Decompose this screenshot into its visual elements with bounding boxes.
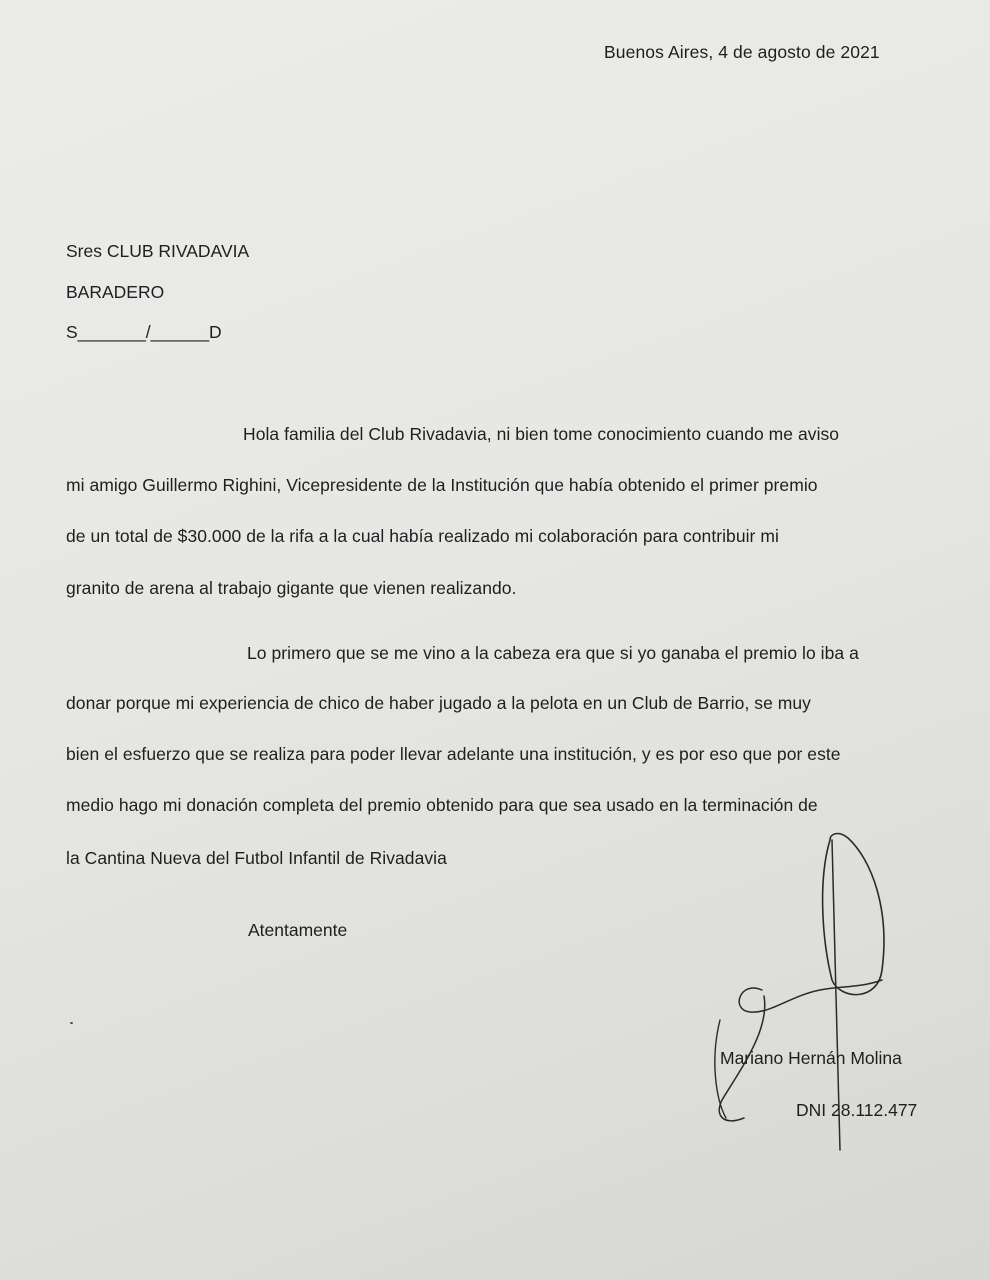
paragraph-1-line: Hola familia del Club Rivadavia, ni bien tome conocimiento cuando me aviso — [243, 424, 840, 444]
closing: Atentamente — [248, 920, 348, 940]
paragraph-1-line: mi amigo Guillermo Righini, Vicepresidente de la Institución que había obtenido el primer premio — [66, 475, 818, 495]
paragraph-2-line: Lo primero que se me vino a la cabeza era que si yo ganaba el premio lo iba a — [247, 643, 859, 663]
paragraph-1-line: de un total de $30.000 de la rifa a la cual había realizado mi colaboración para contribuir mi — [66, 526, 779, 546]
salutation-mark: S_______/______D — [66, 322, 222, 342]
paper-speck — [70, 1022, 73, 1024]
signer-dni: DNI 28.112.477 — [796, 1100, 918, 1120]
signer-name: Mariano Hernán Molina — [720, 1048, 902, 1068]
paragraph-2-line: medio hago mi donación completa del premio obtenido para que sea usado en la terminación de — [66, 795, 818, 815]
recipient-city: BARADERO — [66, 282, 165, 302]
recipient-name: Sres CLUB RIVADAVIA — [66, 241, 250, 261]
paragraph-2-line: donar porque mi experiencia de chico de haber jugado a la pelota en un Club de Barrio, se muy — [66, 693, 811, 713]
paragraph-2-line: la Cantina Nueva del Futbol Infantil de Rivadavia — [66, 848, 447, 868]
paragraph-2-line: bien el esfuerzo que se realiza para poder llevar adelante una institución, y es por eso que por este — [66, 744, 841, 764]
paragraph-1-line: granito de arena al trabajo gigante que vienen realizando. — [66, 578, 517, 598]
letter-date: Buenos Aires, 4 de agosto de 2021 — [604, 42, 880, 62]
